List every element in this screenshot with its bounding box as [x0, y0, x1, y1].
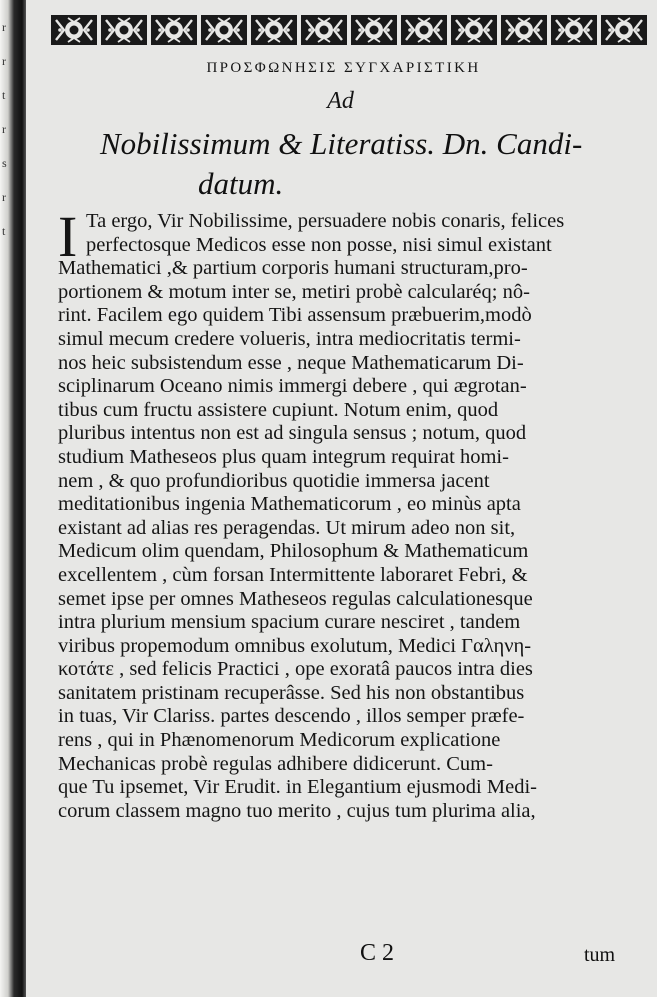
text-line: portionem & motum inter se, metiri probè calcularéq; nô-	[58, 280, 530, 303]
text-line: semet ipse per omnes Matheseos regulas calculationesque	[58, 587, 533, 610]
gutter-glyph: t	[2, 88, 6, 102]
text-line: rens , qui in Phænomenorum Medicorum explicatione	[58, 729, 501, 752]
text-line: studium Matheseos plus quam integrum requirat homi-	[58, 445, 509, 468]
text-line: existant ad alias res peragendas. Ut mirum adeo non sit,	[58, 516, 516, 539]
text-line: nem , & quo profundioribus quotidie immersa jacent	[58, 469, 490, 492]
running-head: ΠΡΟΣΦΩΝΗΣΙΣ ΣΥΓΧΑΡΙΣΤΙΚΗ	[206, 60, 481, 76]
dedication-title	[100, 124, 620, 204]
text-line: que Tu ipsemet, Vir Erudit. in Elegantium ejusmodi Medi-	[58, 776, 537, 799]
text-line: meditationibus ingenia Mathematicorum , eo minùs apta	[58, 493, 521, 516]
text-line: corum classem magno tuo merito , cujus tum plurima alia,	[58, 799, 536, 822]
text-line: sciplinarum Oceano nimis immergi debere , qui ægrotan-	[58, 375, 527, 398]
text-line: Mechanicas probè regulas adhibere didicerunt. Cum-	[58, 752, 493, 775]
text-line: nos heic subsistendum esse , neque Mathematicarum Di-	[58, 351, 524, 374]
text-line: tibus cum fructu assistere cupiunt. Notum enim, quod	[58, 398, 499, 421]
text-line: Medicum olim quendam, Philosophum & Mathematicum	[58, 540, 529, 563]
dedication-ad: Ad	[327, 88, 354, 114]
text-line: Mathematici ,& partium corporis humani structuram,pro-	[58, 257, 528, 280]
gutter-glyph: r	[2, 20, 6, 34]
text-line: excellentem , cùm forsan Intermittente laboraret Febri, &	[58, 563, 528, 586]
text-line: sanitatem pristinam recuperâsse. Sed his non obstantibus	[58, 681, 525, 704]
body-paragraph	[58, 204, 648, 823]
signature-mark: C 2	[360, 940, 395, 966]
title-line-2: datum.	[198, 166, 284, 201]
gutter-glyph: r	[2, 54, 6, 68]
gutter-glyph: s	[2, 156, 7, 170]
text-line: simul mecum credere volueris, intra mediocritatis termi-	[58, 327, 521, 350]
drop-cap: I	[58, 204, 78, 269]
adjacent-page-margin	[2, 10, 12, 248]
text-line: perfectosque Medicos esse non posse, nisi simul existant	[86, 233, 552, 256]
text-line: pluribus intentus non est ad singula sensus ; notum, quod	[58, 422, 527, 445]
text-line: in tuas, Vir Clariss. partes descendo , illos semper præfe-	[58, 705, 525, 728]
gutter-glyph: t	[2, 224, 6, 238]
gutter-glyph: r	[2, 122, 6, 136]
text-line: rint. Facilem ego quidem Tibi assensum præbuerim,modò	[58, 304, 532, 327]
text-line: Ta ergo, Vir Nobilissime, persuadere nobis conaris, felices	[86, 210, 565, 232]
ornamental-headpiece	[50, 14, 650, 46]
catchword: tum	[584, 944, 616, 966]
gutter-glyph: r	[2, 190, 6, 204]
text-line: intra plurium mensium spacium curare nesciret , tandem	[58, 611, 521, 634]
text-line: viribus propemodum omnibus exolutum, Medici Γαληνη-	[58, 634, 532, 657]
title-line-1: Nobilissimum & Literatiss. Dn. Candi-	[100, 126, 583, 161]
text-line: κοτάτε , sed felicis Practici , ope exoratâ paucos intra dies	[58, 658, 533, 681]
